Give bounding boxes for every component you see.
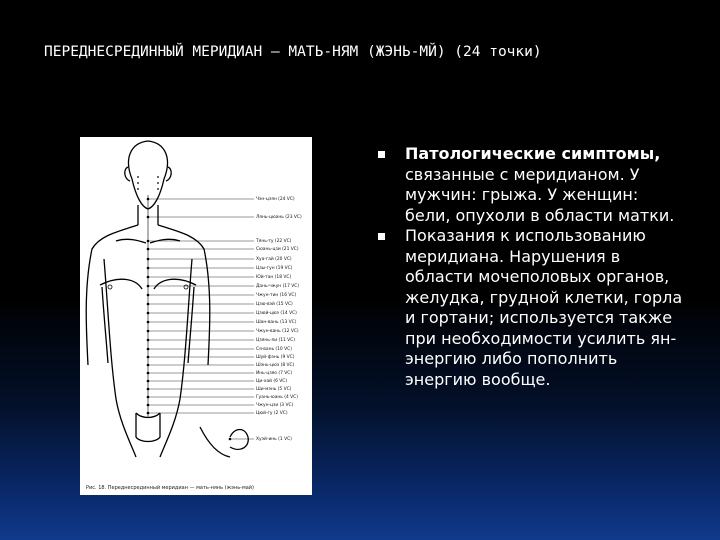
- bullet-item: [378, 144, 688, 226]
- point-label: Сюань-цзи (21 VC): [256, 247, 299, 252]
- figure-caption: Рис. 18. Переднесрединный меридиан — мать-нянь (жэнь-май): [86, 485, 254, 491]
- point-label: Шан-вань (13 VC): [256, 320, 297, 325]
- bullet-text: Показания к использованию меридиана. Нарушения в области мочеполовых органов, желудка, грудной клетки, горла и гортани; используется также при необходимости усилить ян-энергию либо пополнить энергию вообще.: [405, 226, 683, 389]
- point-label: Ши-мэнь (5 VC): [256, 387, 292, 392]
- point-label: Цзы-гун (19 VC): [256, 266, 293, 271]
- point-label: Цзю-вэй (15 VC): [256, 302, 293, 307]
- point-label: Ци-хай (6 VC): [256, 379, 288, 384]
- point-label: Хуэй-инь (1 VC): [256, 437, 292, 442]
- bullet-text: связанные с меридианом. У мужчин: грыжа. У женщин: бели, опухоли в области матки.: [405, 164, 675, 225]
- point-label: Чэн-цзян (24 VC): [256, 197, 295, 202]
- square-bullet-icon: [378, 233, 385, 240]
- point-label: Лянь-цюань (23 VC): [256, 215, 302, 220]
- point-label: Гуань-юань (4 VC): [256, 395, 298, 400]
- bullet-list: [378, 144, 688, 390]
- points-list: [80, 137, 312, 495]
- point-label: Чжун-вань (12 VC): [256, 329, 299, 334]
- point-label: Шуй-фэнь (9 VC): [256, 355, 295, 360]
- point-label: Шэнь-цюэ (8 VC): [256, 363, 295, 368]
- point-label: Юй-тан (18 VC): [256, 275, 292, 280]
- point-label: Дань-чжун (17 VC): [256, 284, 300, 289]
- point-label: Цзянь-ли (11 VC): [256, 338, 295, 343]
- bullet-item: [378, 226, 688, 390]
- point-label: Хуа-гай (20 VC): [256, 257, 292, 262]
- point-label: Ся-вань (10 VC): [256, 347, 292, 352]
- point-label: Тянь-ту (22 VC): [256, 239, 292, 244]
- point-label: Чжун-цзи (3 VC): [256, 403, 294, 408]
- point-label: Чжун-тин (16 VC): [256, 293, 297, 298]
- bullet-heading: Патологические симптомы,: [405, 144, 661, 163]
- point-label: Цюй-гу (2 VC): [256, 411, 288, 416]
- square-bullet-icon: [378, 151, 385, 158]
- point-label: Инь-цзяо (7 VC): [256, 371, 293, 376]
- meridian-figure: [80, 137, 312, 495]
- point-label: Цзюй-цюэ (14 VC): [256, 311, 297, 316]
- slide-title: ПЕРЕДНЕСРЕДИННЫЙ МЕРИДИАН — МАТЬ-НЯМ (ЖЭНЬ-МЙ) (24 точки): [44, 44, 542, 60]
